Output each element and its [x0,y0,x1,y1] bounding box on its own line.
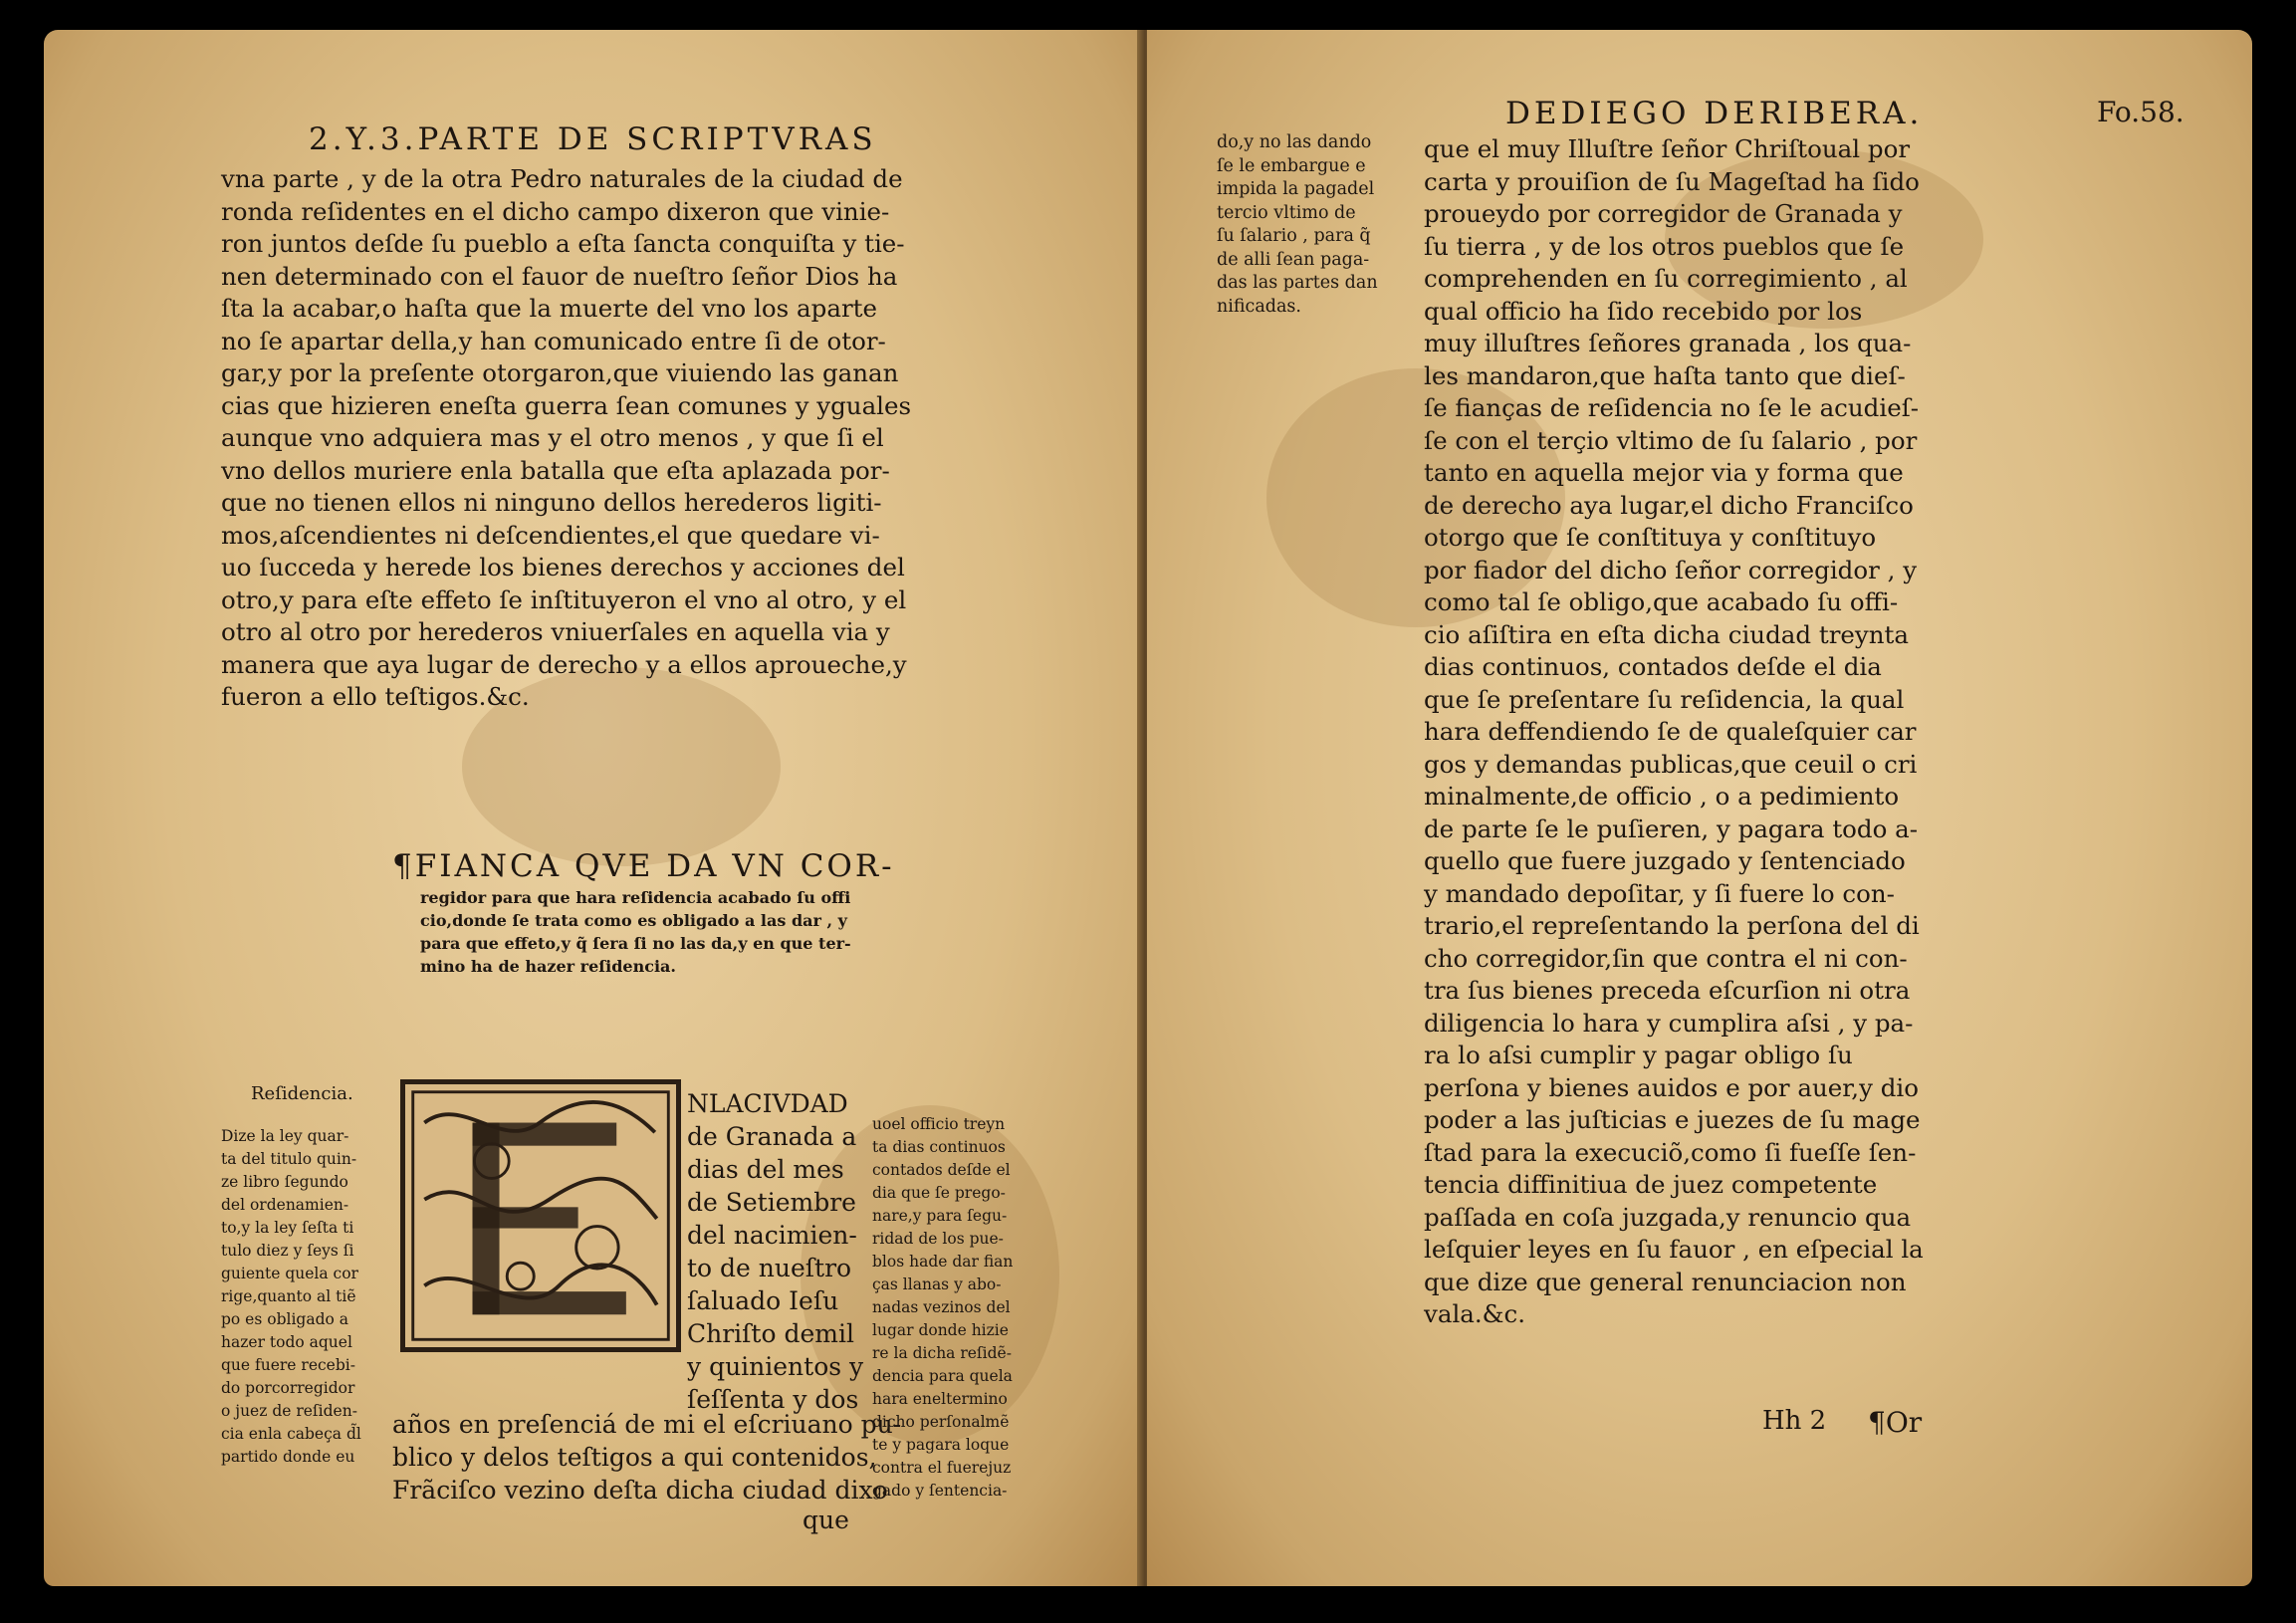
right-margin-note [1217,131,1378,319]
margin-note-line: ta del titulo quin- [221,1150,357,1168]
text-line: otorgo que ſe conſtituya y conſtituyo [1424,523,1877,552]
text-line: no ſe apartar della,y han comunicado entre ſi de otor- [221,326,886,355]
text-line: comprehenden en ſu corregimiento , al [1424,264,1908,293]
text-line: que ſe preſentare ſu reſidencia, la qual [1424,684,1905,714]
text-line: hara deffendiendo ſe de qualeſquier car [1424,717,1917,746]
text-line: quello que fuere juzgado y ſentenciado [1424,846,1906,875]
text-line: ſeſſenta y dos [687,1385,859,1414]
margin-note-line: dicho perſonalmẽ [872,1413,1010,1431]
margin-note-line: ſu ſalario , para q̃ [1217,226,1371,246]
text-line: ſe fianças de reſidencia no ſe le acudieſ- [1424,393,1920,422]
left-page [44,30,1141,1586]
right-catchword: ¶Or [1868,1406,1923,1439]
text-line: ſta la acabar,o haſta que la muerte del vno los aparte [221,294,877,323]
margin-note-line: nificadas. [1217,296,1301,317]
margin-note-line: das las partes dan [1217,273,1378,293]
text-beside-initial [687,1087,863,1416]
margin-note-line: contados deſde el [872,1161,1011,1179]
initial-ornament [405,1084,676,1347]
margin-note-line: gado y ſentencia- [872,1482,1008,1500]
margin-note-line: nare,y para ſegu- [872,1207,1008,1225]
section-title: ¶FIANCA QVE DA VN COR- [392,848,895,884]
margin-note-line: te y pagara loque [872,1436,1010,1454]
margin-note-line: del ordenamien- [221,1196,349,1214]
right-page [1147,30,2252,1586]
open-book [44,30,2252,1586]
text-line: aunque vno adquiera mas y el otro menos , y que ſi el [221,423,884,452]
folio-number: Fo.58. [2097,96,2184,128]
text-line: de parte ſe le puſieren, y pagara todo a- [1424,813,1919,843]
text-line: ronda reſidentes en el dicho campo dixeron que vinie- [221,196,890,226]
right-body-text [1424,133,1924,1331]
text-line: proueydo por corregidor de Granada y [1424,199,1903,228]
text-line: de Setiembre [687,1188,856,1217]
text-line: por fiador del dicho ſeñor corregidor , y [1424,555,1918,584]
margin-note-line: contra el fuerejuz [872,1459,1012,1477]
text-line: ra lo aſsi cumplir y pagar obligo ſu [1424,1041,1853,1069]
text-line: ſaluado Ieſu [687,1286,839,1315]
margin-note-line: dia que ſe prego- [872,1184,1006,1202]
text-line: tencia diffinitiua de juez competente [1424,1170,1878,1199]
text-line: vala.&c. [1424,1299,1525,1328]
margin-note-line: blos hade dar fian [872,1253,1014,1271]
text-line: dias del mes [687,1155,844,1184]
subtitle-line: mino ha de hazer reſidencia. [420,957,676,976]
subtitle-line: cio,donde ſe trata como es obligado a las dar , y [420,911,847,930]
text-line: paſſada en coſa juzgada,y renuncio qua [1424,1202,1912,1232]
text-line: y quinientos y [687,1352,864,1381]
text-line: to de nueſtro [687,1254,852,1282]
margin-note-line: o juez de reſiden- [221,1402,357,1420]
text-line: leſquier leyes en ſu fauor , en eſpecial la [1424,1235,1924,1264]
left-margin-note [221,1125,361,1469]
text-line: ſe con el terçio vltimo de ſu ſalario , por [1424,425,1918,455]
text-line: tra ſus bienes preceda eſcurſion ni otra [1424,976,1911,1005]
margin-note-line: ta dias continuos [872,1138,1006,1156]
text-line: cio aſiſtira en eſta dicha ciudad treynta [1424,619,1909,649]
text-line: gar,y por la preſente otorgaron,que viuiendo las ganan [221,358,899,387]
margin-note-line: ſe le embargue e [1217,155,1366,176]
subtitle-line: para que effeto,y q̃ ſera ſi no las da,y en que ter- [420,934,851,953]
text-line: otro,y para eſte effeto ſe inſtituyeron el vno al otro, y el [221,584,907,614]
margin-note-line: partido donde eu [221,1448,355,1466]
text-line: otro al otro por herederos vniuerſales en aquella via y [221,617,890,646]
margin-note-line: de alli ſean paga- [1217,249,1370,270]
text-line: uo ſucceda y herede los bienes derechos y acciones del [221,553,905,581]
text-line: ſtad para la execuciõ,como ſi fueſſe ſen- [1424,1137,1917,1167]
text-line: ſu tierra , y de los otros pueblos que ſe [1424,231,1905,261]
text-line: que dize que general renunciacion non [1424,1267,1907,1296]
text-line: de Granada a [687,1122,857,1151]
margin-note-line: ze libro ſegundo [221,1173,348,1191]
text-line: minalmente,de officio , o a pedimiento [1424,782,1900,811]
margin-note-line: to,y la ley ſeſta ti [221,1219,354,1237]
text-line: trario,el repreſentando la perſona del di [1424,911,1920,940]
margin-note-line: uoel officio treyn [872,1115,1006,1133]
text-line: vno dellos muriere enla batalla que eſta aplazada por- [221,455,890,485]
text-line: que no tienen ellos ni ninguno dellos herederos ligiti- [221,488,882,517]
text-line: NLACIVDAD [687,1089,848,1118]
margin-note-line: cia enla cabeça d̃l [221,1425,361,1443]
left-body-text [221,163,911,714]
text-line: dias continuos, contados deſde el dia [1424,652,1882,681]
margin-note-line: rige,quanto al tiẽ [221,1287,356,1305]
margin-note-line: ças llanas y abo- [872,1275,1002,1293]
text-line: de derecho aya lugar,el dicho Franciſco [1424,490,1914,520]
text-line: nen determinado con el fauor de nueſtro ſeñor Dios ha [221,261,898,291]
margin-note-line: guiente quela cor [221,1265,358,1282]
margin-note-line: lugar donde hizie [872,1321,1009,1339]
text-line: que el muy Illuſtre ſeñor Chriſtoual por [1424,134,1911,163]
signature-mark: Hh 2 [1762,1406,1827,1436]
section-subtitle [420,886,851,978]
margin-note-line: re la dicha reſidẽ- [872,1344,1012,1362]
decorated-initial [400,1079,681,1352]
margin-note-line: que fuere recebi- [221,1356,355,1374]
text-line: Frãciſco vezino deſta dicha ciudad dixo [392,1476,888,1505]
margin-note-line: po es obligado a [221,1310,348,1328]
text-line: fueron a ello teſtigos.&c. [221,682,530,711]
text-line: tanto en aquella mejor via y forma que [1424,458,1904,487]
margin-note-line: impida la pagadel [1217,179,1375,199]
margin-note-line: do,y no las dando [1217,132,1372,152]
margin-note-line: tulo diez y ſeys ſi [221,1242,354,1260]
text-line: les mandaron,que haſta tanto que dieſ- [1424,360,1906,390]
text-line: perſona y bienes auidos e por auer,y dio [1424,1072,1919,1102]
subtitle-line: regidor para que hara reſidencia acabado ſu offi [420,888,851,907]
text-below-initial [392,1408,901,1507]
text-line: poder a las juſticias e juezes de ſu mage [1424,1105,1921,1134]
text-line: cho corregidor,ſin que contra el ni con- [1424,943,1908,973]
margin-note-line: nadas vezinos del [872,1298,1011,1316]
text-line: diligencia lo hara y cumplira aſsi , y pa- [1424,1008,1914,1038]
text-line: carta y prouiſion de ſu Mageſtad ha ſido [1424,166,1920,196]
margin-note-line: dencia para quela [872,1367,1013,1385]
margin-note-line: tercio vltimo de [1217,202,1356,223]
text-line: vna parte , y de la otra Pedro naturales de la ciudad de [221,164,903,193]
margin-heading: Reſidencia. [251,1083,353,1104]
text-line: muy illuſtres ſeñores granada , los qua- [1424,329,1912,357]
text-line: mos,aſcendientes ni deſcendientes,el que quedare vi- [221,520,880,550]
text-line: gos y demandas publicas,que ceuil o cri [1424,749,1918,779]
text-line: y mandado depoſitar, y ſi fuere lo con- [1424,878,1895,908]
text-line: Chriſto demil [687,1319,854,1348]
text-line: cias que hizieren eneſta guerra ſean comunes y yguales [221,390,912,420]
text-line: del nacimien- [687,1221,857,1250]
text-line: qual officio ha ſido recebido por los [1424,296,1863,326]
margin-note-line: ridad de los pue- [872,1230,1004,1248]
text-line: años en preſenciá de mi el eſcriuano pu- [392,1410,902,1439]
text-line: como tal ſe obligo,que acabado ſu offi- [1424,587,1899,616]
left-catchword: que [803,1506,849,1534]
left-right-margin-note [872,1113,1013,1503]
margin-note-line: hara eneltermino [872,1390,1008,1408]
left-running-head: 2.Y.3.PARTE DE SCRIPTVRAS [309,121,877,157]
margin-note-line: do porcorregidor [221,1379,355,1397]
text-line: ron juntos deſde ſu pueblo a eſta ſancta conquiſta y tie- [221,229,905,258]
margin-note-line: Dize la ley quar- [221,1127,349,1145]
margin-note-line: hazer todo aquel [221,1333,352,1351]
text-line: manera que aya lugar de derecho y a ellos aproueche,y [221,649,907,679]
text-line: blico y delos teſtigos a qui contenidos, [392,1443,877,1472]
right-running-head: DEDIEGO DERIBERA. [1505,96,1924,131]
